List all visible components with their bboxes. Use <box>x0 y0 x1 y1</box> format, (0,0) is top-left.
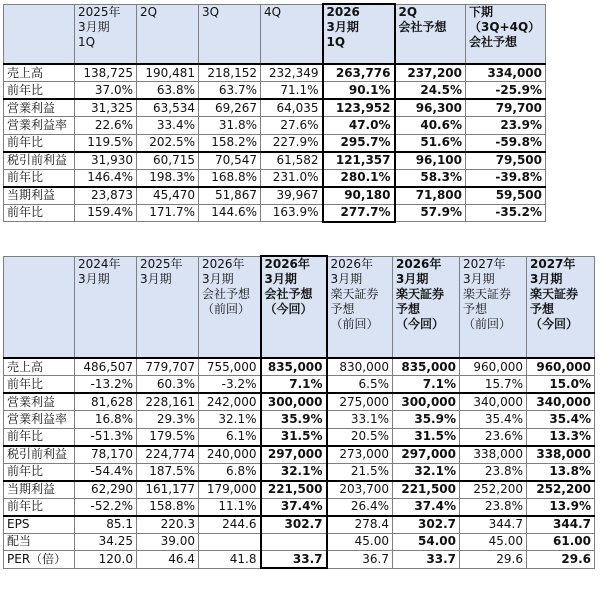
table-cell: 190,481 <box>137 64 199 82</box>
table-row <box>4 428 595 446</box>
table-cell: 64,035 <box>261 99 323 117</box>
table-cell: 41.8 <box>199 551 261 569</box>
table-cell: 45.00 <box>460 533 527 551</box>
table-row <box>4 204 546 222</box>
row-label: 前年比 <box>4 134 75 152</box>
table-row <box>4 516 595 534</box>
row-label: 営業利益率 <box>4 117 75 135</box>
table-cell: 37.4% <box>393 498 460 516</box>
table-cell: 278.4 <box>327 516 393 534</box>
table-cell: 187.5% <box>137 463 199 481</box>
table-cell: 51.6% <box>395 134 466 152</box>
table-cell: 275,000 <box>327 393 393 411</box>
table-row <box>4 446 595 464</box>
table-cell: 302.7 <box>393 516 460 534</box>
table-cell: 6.1% <box>199 428 261 446</box>
column-header: 2Q 会社予想 <box>395 4 466 64</box>
table-row <box>4 533 595 551</box>
table-cell: 277.7% <box>323 204 395 222</box>
table-cell: 231.0% <box>261 169 323 187</box>
table-cell: 96,300 <box>395 99 466 117</box>
table-cell: 835,000 <box>261 358 327 376</box>
table-cell: 45.00 <box>327 533 393 551</box>
table-cell: 7.1% <box>261 376 327 394</box>
table-cell: -39.8% <box>466 169 546 187</box>
table-cell: 35.9% <box>261 411 327 429</box>
row-label: 前年比 <box>4 82 75 100</box>
table-cell: 779,707 <box>137 358 199 376</box>
table-row <box>4 152 546 170</box>
table-cell: 11.1% <box>199 498 261 516</box>
column-header <box>4 4 75 64</box>
table1-body <box>4 64 546 222</box>
table-cell: 63.7% <box>199 82 261 100</box>
table-cell: -52.2% <box>75 498 137 516</box>
table-cell: 33.4% <box>137 117 199 135</box>
table-cell: 273,000 <box>327 446 393 464</box>
table-cell: 69,267 <box>199 99 261 117</box>
table-cell: -51.3% <box>75 428 137 446</box>
table-cell: 61,582 <box>261 152 323 170</box>
table-cell: 144.6% <box>199 204 261 222</box>
table-cell: 158.2% <box>199 134 261 152</box>
column-header: 2026年 3月期 楽天証券 予想 （今回） <box>393 256 460 358</box>
table-cell: -3.2% <box>199 376 261 394</box>
table-cell: 63.8% <box>137 82 199 100</box>
row-label: 当期利益 <box>4 481 75 499</box>
table-cell: -35.2% <box>466 204 546 222</box>
table-cell: 302.7 <box>261 516 327 534</box>
table-cell: 252,200 <box>460 481 527 499</box>
table-cell: 221,500 <box>393 481 460 499</box>
table-row <box>4 376 595 394</box>
table-cell: 35.9% <box>393 411 460 429</box>
table-cell: 300,000 <box>261 393 327 411</box>
table-cell: 71.1% <box>261 82 323 100</box>
table-cell <box>199 533 261 551</box>
table-cell: 6.8% <box>199 463 261 481</box>
table-cell: 31,930 <box>75 152 137 170</box>
table-cell: 240,000 <box>199 446 261 464</box>
table2-header-row <box>4 256 595 358</box>
column-header: 2026年 3月期 会社予想 （今回） <box>261 256 327 358</box>
table-cell: 37.4% <box>261 498 327 516</box>
table-cell: 340,000 <box>527 393 595 411</box>
table-cell: 146.4% <box>75 169 137 187</box>
table-cell: 35.4% <box>460 411 527 429</box>
table-cell: 237,200 <box>395 64 466 82</box>
table-cell: 70,547 <box>199 152 261 170</box>
table-cell: 35.4% <box>527 411 595 429</box>
table-cell: 71,800 <box>395 187 466 205</box>
table-cell: 81,628 <box>75 393 137 411</box>
row-label: 前年比 <box>4 376 75 394</box>
table-cell: 159.4% <box>75 204 137 222</box>
table-cell: 31.5% <box>393 428 460 446</box>
table-cell: 960,000 <box>527 358 595 376</box>
table-row <box>4 82 546 100</box>
table-cell: 54.00 <box>393 533 460 551</box>
table-row <box>4 463 595 481</box>
row-label: 売上高 <box>4 64 75 82</box>
column-header: 2025年 3月期 <box>137 256 199 358</box>
table-cell: 31.8% <box>199 117 261 135</box>
table-cell: 263,776 <box>323 64 395 82</box>
row-label: 前年比 <box>4 428 75 446</box>
table-cell <box>261 533 327 551</box>
table-cell: 13.3% <box>527 428 595 446</box>
table-cell: 60.3% <box>137 376 199 394</box>
row-label: PER（倍） <box>4 551 75 569</box>
table-cell: -25.9% <box>466 82 546 100</box>
table-row <box>4 169 546 187</box>
table-cell: 344.7 <box>527 516 595 534</box>
table-cell: 138,725 <box>75 64 137 82</box>
table-row <box>4 393 595 411</box>
table-cell: 33.1% <box>327 411 393 429</box>
table-cell: 297,000 <box>261 446 327 464</box>
table-cell: 90.1% <box>323 82 395 100</box>
table-row <box>4 411 595 429</box>
table-cell: 121,357 <box>323 152 395 170</box>
table-cell: 31.5% <box>261 428 327 446</box>
table-cell: 32.1% <box>261 463 327 481</box>
table-cell: 51,867 <box>199 187 261 205</box>
table-cell: 85.1 <box>75 516 137 534</box>
table-cell: 179,000 <box>199 481 261 499</box>
column-header: 2Q <box>137 4 199 64</box>
table-cell: 27.6% <box>261 117 323 135</box>
table-row <box>4 498 595 516</box>
table-cell: 39,967 <box>261 187 323 205</box>
table-cell: 26.4% <box>327 498 393 516</box>
table-cell: 33.7 <box>261 551 327 569</box>
table-cell: 486,507 <box>75 358 137 376</box>
table-cell: 45,470 <box>137 187 199 205</box>
row-label: 売上高 <box>4 358 75 376</box>
table-cell: 830,000 <box>327 358 393 376</box>
table-cell: 37.0% <box>75 82 137 100</box>
table-cell: 78,170 <box>75 446 137 464</box>
table-cell: 36.7 <box>327 551 393 569</box>
table-cell: 29.6 <box>460 551 527 569</box>
table-cell: 31,325 <box>75 99 137 117</box>
table-cell: 32.1% <box>393 463 460 481</box>
table-cell: 171.7% <box>137 204 199 222</box>
table-cell: 755,000 <box>199 358 261 376</box>
table-cell: 23.6% <box>460 428 527 446</box>
table-cell: 96,100 <box>395 152 466 170</box>
table-cell: 90,180 <box>323 187 395 205</box>
row-label: 税引前利益 <box>4 152 75 170</box>
row-label: 営業利益 <box>4 393 75 411</box>
table-cell: 7.1% <box>393 376 460 394</box>
table-cell: 334,000 <box>466 64 546 82</box>
table-cell: 29.6 <box>527 551 595 569</box>
table-cell: 79,700 <box>466 99 546 117</box>
table-cell: 161,177 <box>137 481 199 499</box>
table-cell: 224,774 <box>137 446 199 464</box>
table-cell: 57.9% <box>395 204 466 222</box>
row-label: 前年比 <box>4 204 75 222</box>
row-label: 営業利益率 <box>4 411 75 429</box>
table-cell: 79,500 <box>466 152 546 170</box>
table-cell: 33.7 <box>393 551 460 569</box>
column-header: 2027年 3月期 楽天証券 予想 （今回） <box>527 256 595 358</box>
table-cell: 23.9% <box>466 117 546 135</box>
table-row <box>4 187 546 205</box>
table-cell: 20.5% <box>327 428 393 446</box>
table-cell: 220.3 <box>137 516 199 534</box>
row-label: EPS <box>4 516 75 534</box>
row-label: 営業利益 <box>4 99 75 117</box>
table-cell: 119.5% <box>75 134 137 152</box>
table-cell: 242,000 <box>199 393 261 411</box>
row-label: 当期利益 <box>4 187 75 205</box>
table-cell: 179.5% <box>137 428 199 446</box>
table-row <box>4 64 546 82</box>
column-header: 2026 3月期 1Q <box>323 4 395 64</box>
table-cell: 232,349 <box>261 64 323 82</box>
table-row <box>4 117 546 135</box>
table-cell: 13.9% <box>527 498 595 516</box>
table-row <box>4 481 595 499</box>
row-label: 配当 <box>4 533 75 551</box>
table-cell: 40.6% <box>395 117 466 135</box>
table-cell: 344.7 <box>460 516 527 534</box>
column-header: 2026年 3月期 会社予想 （前回） <box>199 256 261 358</box>
table-cell: 23.8% <box>460 498 527 516</box>
table-cell: 280.1% <box>323 169 395 187</box>
table-cell: 58.3% <box>395 169 466 187</box>
column-header <box>4 256 75 358</box>
table2-body <box>4 358 595 568</box>
column-header: 2025年 3月期 1Q <box>75 4 137 64</box>
table-cell: 62,290 <box>75 481 137 499</box>
table-cell: 168.8% <box>199 169 261 187</box>
table-cell: 252,200 <box>527 481 595 499</box>
table-cell: -13.2% <box>75 376 137 394</box>
table-cell: 198.3% <box>137 169 199 187</box>
table-cell: 340,000 <box>460 393 527 411</box>
table-row <box>4 551 595 569</box>
table-cell: 228,161 <box>137 393 199 411</box>
table-cell: 227.9% <box>261 134 323 152</box>
table-cell: 295.7% <box>323 134 395 152</box>
table-row <box>4 99 546 117</box>
table-cell: 123,952 <box>323 99 395 117</box>
row-label: 前年比 <box>4 169 75 187</box>
table-cell: 297,000 <box>393 446 460 464</box>
column-header: 2027年 3月期 楽天証券 予想 （前回） <box>460 256 527 358</box>
column-header: 2024年 3月期 <box>75 256 137 358</box>
table-cell: 338,000 <box>527 446 595 464</box>
table-cell: 163.9% <box>261 204 323 222</box>
table-cell: 63,534 <box>137 99 199 117</box>
table-cell: 960,000 <box>460 358 527 376</box>
table-cell: 60,715 <box>137 152 199 170</box>
row-label: 前年比 <box>4 463 75 481</box>
table1-header-row <box>4 4 546 64</box>
table-cell: 158.8% <box>137 498 199 516</box>
table-cell: 15.7% <box>460 376 527 394</box>
table-cell: 29.3% <box>137 411 199 429</box>
table-cell: 21.5% <box>327 463 393 481</box>
table-cell: 15.0% <box>527 376 595 394</box>
annual-forecast-table <box>3 255 595 569</box>
table-cell: -59.8% <box>466 134 546 152</box>
table-cell: 23,873 <box>75 187 137 205</box>
table-cell: 23.8% <box>460 463 527 481</box>
table-cell: 16.8% <box>75 411 137 429</box>
table-cell: 218,152 <box>199 64 261 82</box>
table-cell: 46.4 <box>137 551 199 569</box>
table-cell: 32.1% <box>199 411 261 429</box>
table-cell: 24.5% <box>395 82 466 100</box>
column-header: 下期 （3Q+4Q） 会社予想 <box>466 4 546 64</box>
table-cell: 120.0 <box>75 551 137 569</box>
row-label: 税引前利益 <box>4 446 75 464</box>
table-row <box>4 134 546 152</box>
column-header: 4Q <box>261 4 323 64</box>
table-cell: 13.8% <box>527 463 595 481</box>
table-cell: 59,500 <box>466 187 546 205</box>
row-label: 前年比 <box>4 498 75 516</box>
table-cell: 835,000 <box>393 358 460 376</box>
table-row <box>4 358 595 376</box>
table-cell: 221,500 <box>261 481 327 499</box>
table-cell: 300,000 <box>393 393 460 411</box>
column-header: 3Q <box>199 4 261 64</box>
table-cell: 202.5% <box>137 134 199 152</box>
table-cell: 39.00 <box>137 533 199 551</box>
table-cell: 34.25 <box>75 533 137 551</box>
table-cell: 244.6 <box>199 516 261 534</box>
table-cell: 6.5% <box>327 376 393 394</box>
table-cell: 61.00 <box>527 533 595 551</box>
table-cell: 203,700 <box>327 481 393 499</box>
table-cell: -54.4% <box>75 463 137 481</box>
table-cell: 338,000 <box>460 446 527 464</box>
column-header: 2026年 3月期 楽天証券 予想 （前回） <box>327 256 393 358</box>
table-cell: 22.6% <box>75 117 137 135</box>
table-cell: 47.0% <box>323 117 395 135</box>
quarterly-results-table <box>3 3 546 223</box>
